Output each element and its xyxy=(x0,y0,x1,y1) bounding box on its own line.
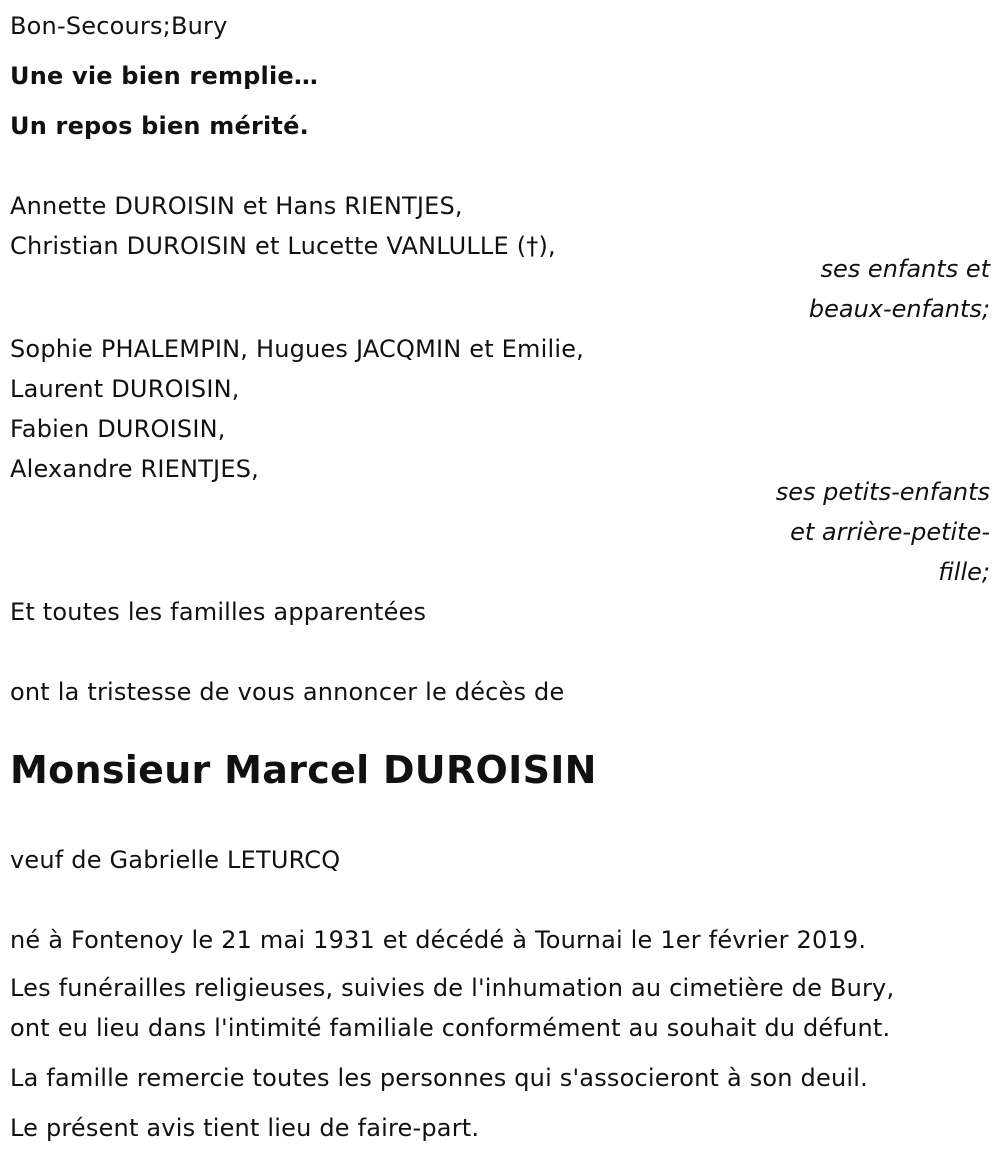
deceased-name: Monsieur Marcel DUROISIN xyxy=(10,748,597,792)
grandchildren-name-4: Alexandre RIENTJES, xyxy=(10,455,259,483)
spouse-line: veuf de Gabrielle LETURCQ xyxy=(10,846,341,874)
children-relation-1: ses enfants et xyxy=(820,255,990,283)
funeral-line-2: ont eu lieu dans l'intimité familiale conformément au souhait du défunt. xyxy=(10,1014,891,1042)
notice-line: Le présent avis tient lieu de faire-part. xyxy=(10,1114,480,1142)
children-name-2: Christian DUROISIN et Lucette VANLULLE (†), xyxy=(10,232,556,260)
location-line: Bon-Secours;Bury xyxy=(10,12,228,40)
funeral-line-1: Les funérailles religieuses, suivies de l'inhumation au cimetière de Bury, xyxy=(10,974,895,1002)
families-line: Et toutes les familles apparentées xyxy=(10,598,427,626)
grandchildren-relation-2: et arrière-petite- xyxy=(790,518,990,546)
thanks-line: La famille remercie toutes les personnes qui s'associeront à son deuil. xyxy=(10,1064,868,1092)
announcement-line: ont la tristesse de vous annoncer le décès de xyxy=(10,678,565,706)
grandchildren-name-1: Sophie PHALEMPIN, Hugues JACQMIN et Emilie, xyxy=(10,335,584,363)
children-relation-2: beaux-enfants; xyxy=(808,295,990,323)
motto-line-2: Un repos bien mérité. xyxy=(10,112,309,140)
grandchildren-name-3: Fabien DUROISIN, xyxy=(10,415,226,443)
grandchildren-relation-3: fille; xyxy=(938,558,990,586)
children-name-1: Annette DUROISIN et Hans RIENTJES, xyxy=(10,192,463,220)
birth-death-line: né à Fontenoy le 21 mai 1931 et décédé à Tournai le 1er février 2019. xyxy=(10,926,867,954)
grandchildren-relation-1: ses petits-enfants xyxy=(775,478,990,506)
motto-line-1: Une vie bien remplie… xyxy=(10,62,319,90)
grandchildren-name-2: Laurent DUROISIN, xyxy=(10,375,240,403)
